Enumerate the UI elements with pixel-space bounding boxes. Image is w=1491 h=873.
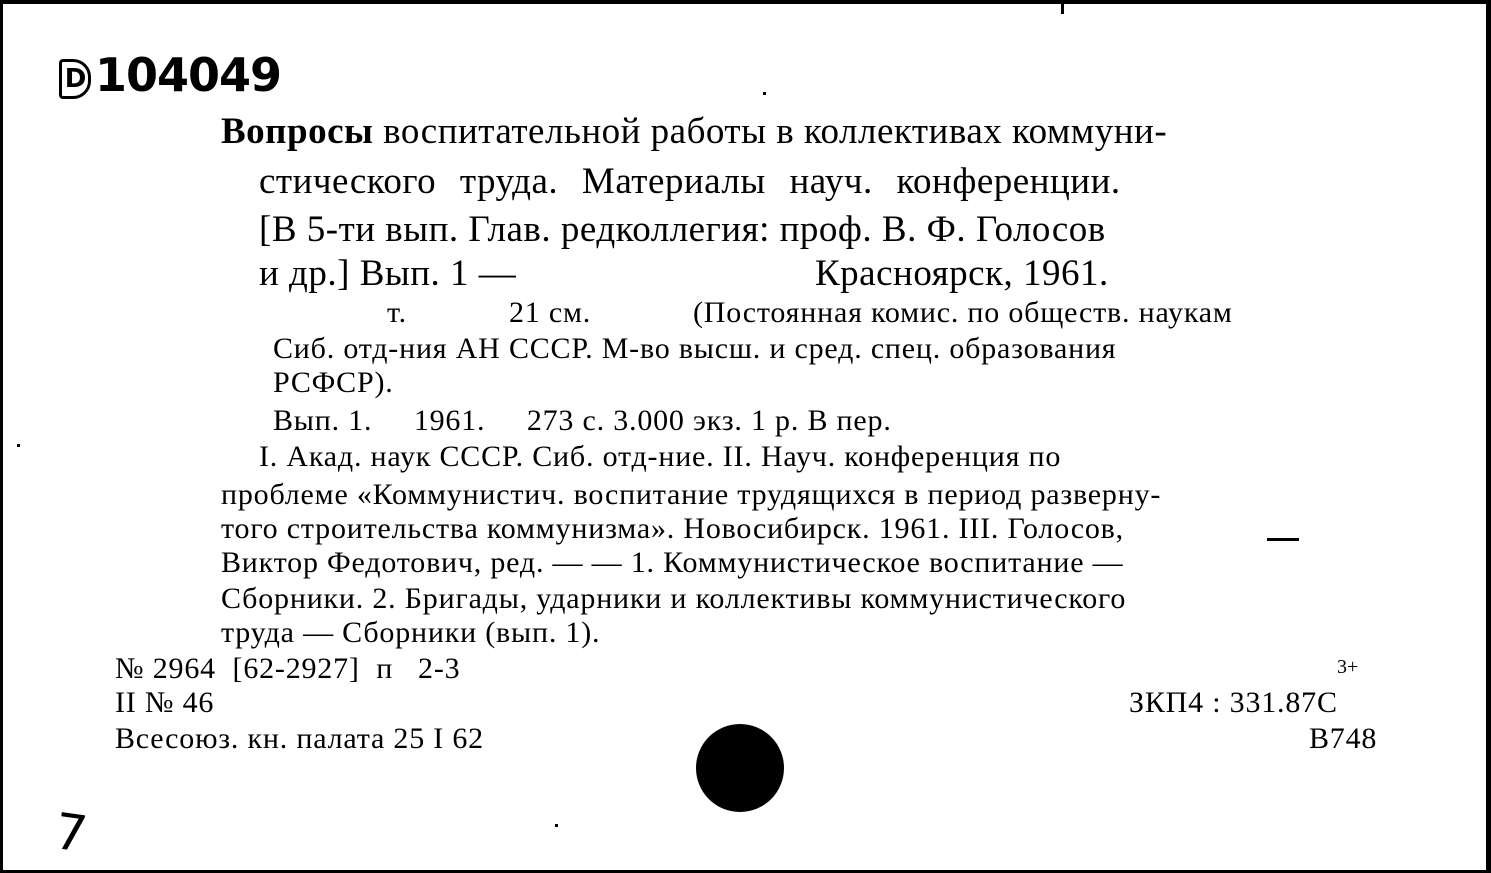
handwritten-mark: 7 [51, 802, 91, 864]
stamp-number: 104049 [95, 48, 282, 102]
title-line-2: стического труда. Материалы науч. конференции. [259, 161, 1121, 202]
title-line-3: [В 5-ти вып. Глав. редколлегия: проф. В. Ф. Голосов [259, 209, 1106, 250]
edge-tick-top [1061, 4, 1064, 14]
detail-line-8: Вып. 1. 1961. 273 с. 3.000 экз. 1 р. В пер. [273, 404, 892, 437]
footer-right-2: В748 [1309, 722, 1378, 755]
detail-volume: т. [387, 296, 407, 329]
title-line-1 [221, 110, 1167, 153]
stamp-letter: D [59, 59, 91, 99]
detail-line-9: I. Акад. наук СССР. Сиб. отд-ние. II. Науч. конференция по [259, 440, 1062, 473]
detail-line-10: проблеме «Коммунистич. воспитание трудящихся в период разверну- [221, 478, 1162, 511]
title-line-1-rest: воспитательной работы в коллективах коммуни- [373, 111, 1168, 152]
footer-left-3: Всесоюз. кн. палата 25 I 62 [115, 722, 484, 755]
detail-line-7: РСФСР). [273, 366, 394, 399]
title-line-4a: и др.] Вып. 1 — [259, 253, 517, 294]
speck-1 [763, 92, 766, 95]
title-line-4b: Красноярск, 1961. [815, 253, 1109, 294]
catalog-stamp [59, 48, 282, 102]
footer-left-1: № 2964 [62-2927] п 2-3 [115, 652, 461, 685]
footer-left-2: II № 46 [115, 686, 215, 719]
overline-mark [1267, 538, 1299, 541]
title-bold-word: Вопросы [221, 111, 374, 152]
detail-size: 21 см. [509, 296, 592, 329]
speck-2 [17, 444, 20, 447]
detail-line-12: Виктор Федотович, ред. — — 1. Коммунистическое воспитание — [221, 546, 1124, 579]
punch-hole [696, 724, 784, 812]
footer-right-small: 3+ [1337, 656, 1359, 678]
detail-line-14: труда — Сборники (вып. 1). [221, 616, 601, 649]
detail-line-6: Сиб. отд-ния АН СССР. М-во высш. и сред. спец. образования [273, 332, 1117, 365]
detail-series: (Постоянная комис. по обществ. наукам [693, 296, 1233, 329]
speck-3 [555, 824, 558, 827]
footer-right-1: ЗКП4 : 331.87С [1129, 686, 1338, 719]
detail-line-11: того строительства коммунизма». Новосибирск. 1961. III. Голосов, [221, 512, 1124, 545]
detail-line-13: Сборники. 2. Бригады, ударники и коллективы коммунистического [221, 582, 1127, 615]
